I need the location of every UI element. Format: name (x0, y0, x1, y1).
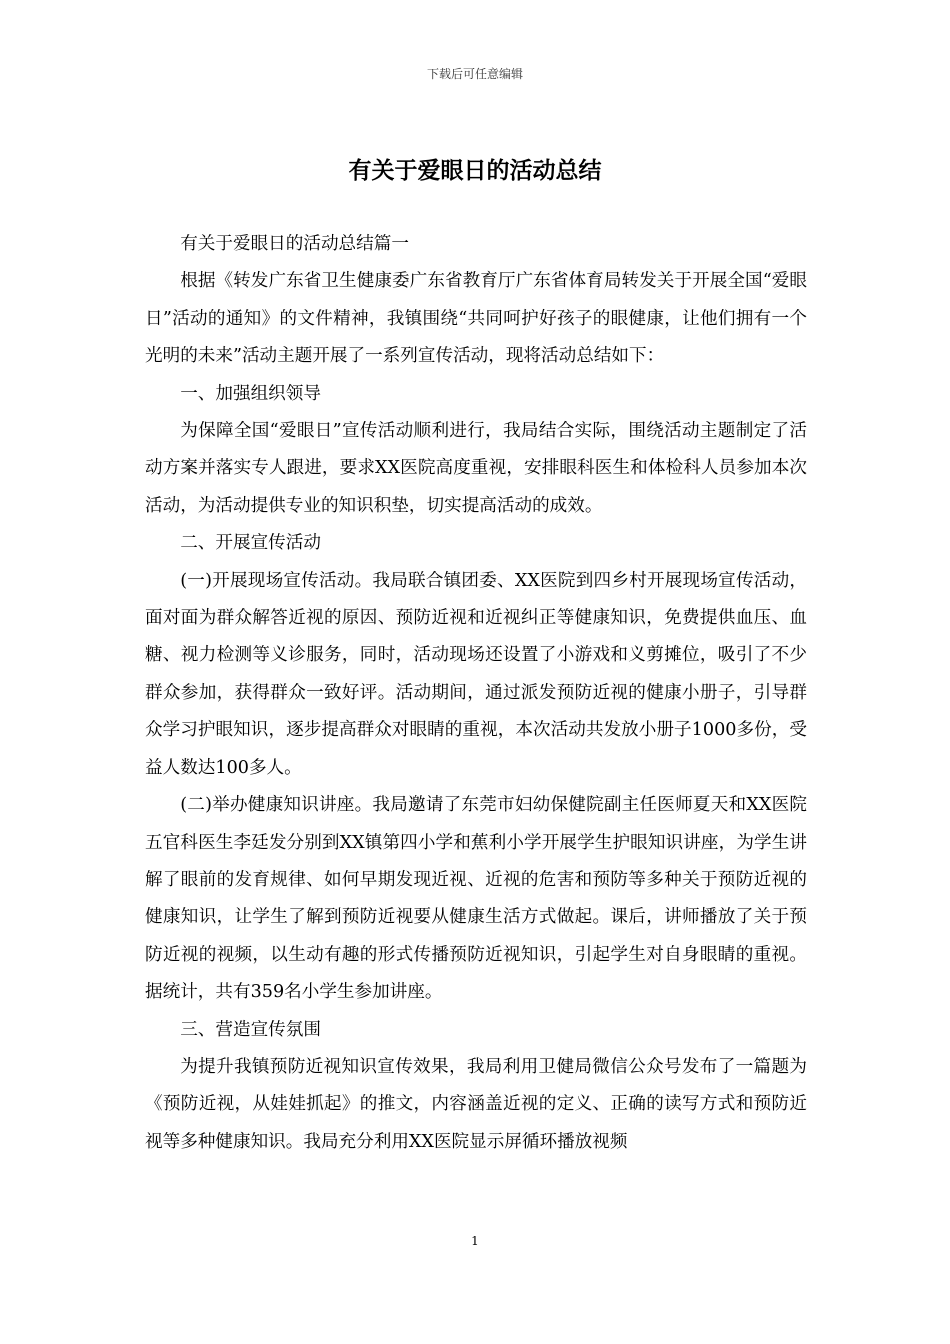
page-header: 下载后可任意编辑 (426, 67, 523, 81)
body-paragraph: 为保障全国“爱眼日”宣传活动顺利进行，我局结合实际，围绕活动主题制定了活动方案并落实专人跟进，要求XX医院高度重视，安排眼科医生和体检科人员参加本次活动，为活动提供专业的知识积垫，切实提高活动的成效。 (145, 421, 807, 516)
section-heading: 二、开展宣传活动 (180, 533, 321, 554)
body-paragraph: 为提升我镇预防近视知识宣传效果，我局利用卫健局微信公众号发布了一篇题为《预防近视，从娃娃抓起》的推文，内容涵盖近视的定义、正确的读写方式和预防近视等多种健康知识。我局充分利用XX医院显示屏循环播放视频 (145, 1056, 807, 1152)
page-number: 1 (471, 1234, 479, 1248)
body-paragraph: 根据《转发广东省卫生健康委广东省教育厅广东省体育局转发关于开展全国“爱眼日”活动的通知》的文件精神，我镇围绕“共同呵护好孩子的眼健康，让他们拥有一个光明的未来”活动主题开展了一系列宣传活动，现将活动总结如下： (145, 271, 807, 367)
document-title: 有关于爱眼日的活动总结 (348, 158, 602, 184)
document-body (145, 226, 807, 1161)
section-heading: 一、加强组织领导 (180, 383, 321, 404)
body-paragraph: (一)开展现场宣传活动。我局联合镇团委、XX医院到四乡村开展现场宣传活动，面对面为群众解答近视的原因、预防近视和近视纠正等健康知识，免费提供血压、血糖、视力检测等义诊服务，同时，活动现场还设置了小游戏和义剪摊位，吸引了不少群众参加，获得群众一致好评。活动期间，通过派发预防近视的健康小册子，引导群众学习护眼知识，逐步提高群众对眼睛的重视，本次活动共发放小册子1000多份，受益人数达100多人。 (145, 570, 807, 778)
section-heading: 有关于爱眼日的活动总结篇一 (180, 234, 409, 254)
body-paragraph: (二)举办健康知识讲座。我局邀请了东莞市妇幼保健院副主任医师夏天和XX医院五官科医生李廷发分别到XX镇第四小学和蕉利小学开展学生护眼知识讲座，为学生讲解了眼前的发育规律、如何早期发现近视、近视的危害和预防等多种关于预防近视的健康知识，让学生了解到预防近视要从健康生活方式做起。课后，讲师播放了关于预防近视的视频，以生动有趣的形式传播预防近视知识，引起学生对自身眼睛的重视。据统计，共有359名小学生参加讲座。 (145, 795, 807, 1003)
section-heading: 三、营造宣传氛围 (180, 1019, 321, 1040)
